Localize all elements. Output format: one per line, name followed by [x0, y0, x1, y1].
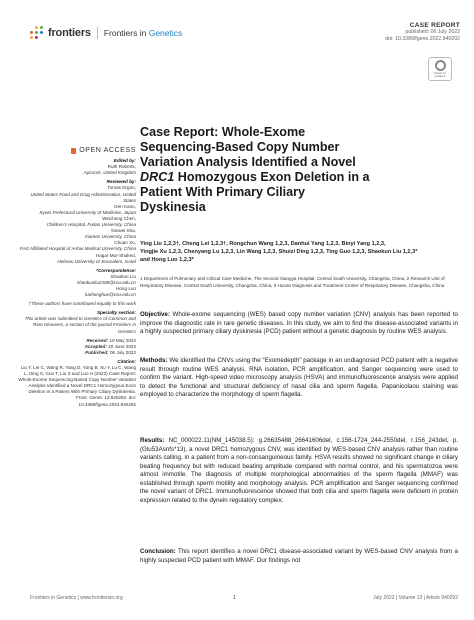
- specialty-section-label: Specialty section:: [96, 310, 136, 316]
- footer-issue: July 2022 | Volume 13 | Article 940292: [373, 595, 458, 601]
- reviewer-affiliation: Kyoto Prefectural University of Medicine, Japan: [39, 209, 136, 215]
- reviewer-name: Yanwei Sha,: [110, 228, 136, 234]
- correspondent-name: Shaokun Liu: [110, 273, 136, 279]
- reviewer-affiliation: United States Food and Drug Administration, United States: [30, 191, 136, 203]
- published-date: published: 06 July 2022: [405, 29, 460, 35]
- reviewer-affiliation: Children's Hospital, Fudan University, China: [46, 222, 136, 228]
- abstract-conclusion: Conclusion: This report identifies a novel DRC1 disease-associated variant by WES-based CNV analysis from a highly suspected PCD patient with MMAF. Our findings not: [140, 548, 458, 564]
- reviewer-name: Chuan Xu,: [114, 240, 136, 246]
- journal-name[interactable]: Frontiers in Genetics: [103, 28, 183, 38]
- received-date: Received: 10 May 2022: [86, 337, 136, 343]
- accepted-date: Accepted: 20 June 2022: [84, 343, 136, 349]
- reviewer-name: Weicheng Chen,: [102, 215, 136, 221]
- editor-affiliation: ApconiX, United Kingdom: [83, 170, 136, 176]
- reviewer-name: Gen Kano,: [114, 203, 136, 209]
- reviewer-affiliation: Xiamen University, China: [84, 234, 136, 240]
- citation-text: Liu Y, Lei C, Wang R, Yang D, Yang B, Xu Y, Lu C, Wang L, Ding S, Guo T, Liu S and Luo H (2022) Case Report: Whole-Exome Sequencing-Based Copy Number Variation Analysis Identified a Novel DRC1 Homozygous Exon Deletion in a Patient With Primary Ciliary Dyskinesia. Front. Genet. 13:940292. doi: 10.3389/fgene.2022.940292: [18, 365, 136, 407]
- reviewer-name: Hagar Mor-Shaked,: [95, 252, 136, 258]
- correspondent-email[interactable]: shaokunliu2208@csu.edu.cn: [76, 279, 136, 285]
- check-for-updates-button[interactable]: [428, 57, 452, 81]
- page-number: 1: [233, 595, 236, 601]
- reviewed-by-label: Reviewed by:: [106, 179, 136, 185]
- gene-name: DRC1: [140, 170, 175, 184]
- sidebar: [18, 148, 136, 408]
- footer-journal[interactable]: Frontiers in Genetics | www.frontiersin.org: [30, 595, 123, 601]
- check-updates-icon: [435, 60, 446, 71]
- correspondence-label: *Correspondence:: [96, 267, 136, 273]
- abstract-methods: Methods: We identified the CNVs using the “Exomedepth” package in an undiagnosed PCD patient with a negative result through routine WES analysis. RNA isolation, PCR amplification, and Sanger sequencing were used to confirm the variant. High-speed video microscopy analysis (HSVA) and immunofluorescence analysis were applied to detect the functional and structural deficiency of nasal cilia and sperm flagella. Papanicolaou staining was employed to characterize the morphology of sperm flagella.: [140, 357, 458, 398]
- correspondent-name: Hong Luo: [116, 285, 136, 291]
- frontiers-logo[interactable]: [30, 26, 182, 40]
- equal-contribution-note: †These authors have contributed equally to this work: [28, 301, 136, 307]
- abstract-results: Results: NC_000022.11(NM_145038.5): g.26635488_26641606del, c.156-1724_244-2550del, r.156_243del, p. (Glu53Asnfs*13), a novel DRC1 homozygous CNV, was identified by WES-based CNV analysis rather than routine variants calling, in a patient from a non-consanguineous family. HSVA results showed no significant change in ciliary beating frequency but with reduced beating amplitude compared with normal control, and his spermatozoa were almost immotile. The diagnosis of multiple morphological abnormalities of the sperm flagella (MMAF) was established through sperm motility and morphology analysis. PCR amplification and Sanger sequencing confirmed the novel variant of DRC1. Immunofluorescence showed that both cilia and sperm flagella were deficient in protein expression related to the dynein regulatory complex.: [140, 437, 458, 504]
- author-list[interactable]: Ying Liu 1,2,3†, Cheng Lei 1,2,3†, Rongchun Wang 1,2,3, Danhui Yang 1,2,3, Binyi Yang 1,2,3, Yingjie Xu 1,2,3, Chenyang Lu 1,2,3, Lin Wang 1,2,3, Shuizi Ding 1,2,3, Ting Guo 1,2,3, Shaokun Liu 1,2,3* and Hong Luo 1,2,3*: [140, 241, 418, 263]
- editor-name: Ruth Roberts,: [107, 164, 136, 170]
- open-lock-icon: [71, 148, 76, 154]
- reviewer-name: Tomas Drgon,: [107, 185, 136, 191]
- article-type: CASE REPORT: [409, 22, 460, 29]
- reviewer-affiliation: First Affiliated Hospital of Anhui Medical University, China: [19, 246, 136, 252]
- doi-link[interactable]: doi: 10.3389/fgene.2022.940292: [385, 36, 460, 42]
- edited-by-label: Edited by:: [113, 158, 136, 164]
- brand-name: frontiers: [48, 27, 91, 39]
- abstract-objective: Objective: Whole-exome sequencing (WES) based copy number variation (CNV) analysis has been reported to improve the diagnostic rate in rare genetic diseases. In this study, we aim to find the disease-associated variants in a highly suspected primary ciliary dyskinesia (PCD) patient without a genetic diagnosis by routine WES analysis.: [140, 311, 458, 335]
- affiliations: 1 Department of Pulmonary and Critical Care Medicine, The Second Xiangya Hospital, Central South University, Changsha, China, 2 Research Unit of Respiratory Disease, Central South University, Changsha, China, 3 Hunan Diagnosis and Treatment Center of Respiratory Disease, Changsha, China: [140, 276, 445, 288]
- frontiers-dots-icon: [30, 26, 44, 40]
- divider: [97, 27, 98, 39]
- specialty-section-text: This article was submitted to Genetics of Common and Rare Diseases, a section of the journal Frontiers in Genetics: [24, 316, 136, 334]
- check-updates-label: Check for updates: [433, 71, 447, 78]
- citation-label: Citation:: [117, 358, 136, 364]
- article-meta: [385, 22, 460, 43]
- correspondent-email[interactable]: luohonghue@csu.edu.cn: [85, 292, 136, 298]
- published-date-sidebar: Published: 06 July 2022: [85, 349, 136, 355]
- article-title: Case Report: Whole-Exome Sequencing-Based Copy Number Variation Analysis Identified a Novel DRC1 Homozygous Exon Deletion in a Patient With Primary Ciliary Dyskinesia: [140, 125, 370, 214]
- reviewer-affiliation: Hebrew University of Jerusalem, Israel: [57, 258, 136, 264]
- open-access-badge: OPEN ACCESS: [18, 148, 136, 154]
